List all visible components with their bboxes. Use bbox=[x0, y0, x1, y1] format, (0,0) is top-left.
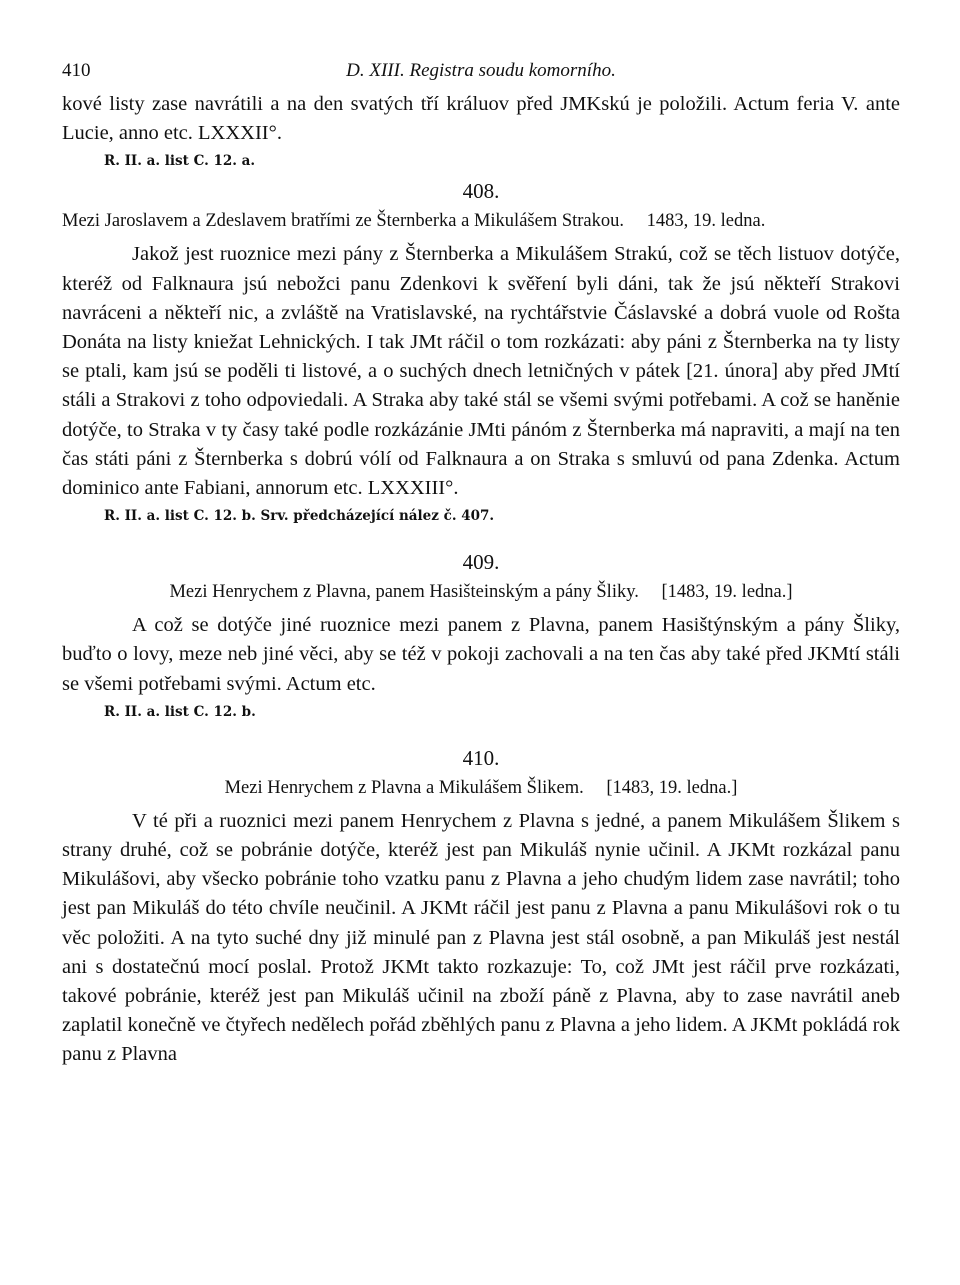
entry-title bbox=[62, 579, 900, 605]
entry-source-note: R. II. a. list C. 12. b. Srv. předcházející nález č. 407. bbox=[104, 508, 495, 525]
page-header bbox=[62, 56, 900, 90]
document-page bbox=[62, 56, 900, 1070]
entry-paragraph: A což se dotýče jiné ruoznice mezi panem z Plavna, panem Hasištýnským a pány Šliky, buďto o lovy, meze neb jiné věci, aby se též v pokoji zachovali a na ten čas aby také před JKMtí stáli se všemi potřebami svými. Actum etc. bbox=[62, 614, 900, 695]
entry-number: 409. bbox=[462, 550, 500, 575]
intro-paragraph: kové listy zase navrátili a na den svatých tří králuov před JMKskú je položili. Actum feria V. ante Lucie, anno etc. LXXXII°. bbox=[62, 93, 900, 145]
entry-date: [1483, 19. ledna.] bbox=[606, 777, 738, 798]
entry-date: [1483, 19. ledna.] bbox=[661, 582, 793, 603]
entry-date: 1483, 19. ledna. bbox=[646, 211, 766, 232]
page-number: 410 bbox=[62, 60, 91, 81]
entry-paragraph: V té při a ruoznici mezi panem Henrychem z Plavna s jedné, a panem Mikulášem Šlikem s strany druhé, což se pobránie dotýče, kteréž jest pan Mikuláš nynie učinil. A JKMt rozkázal panu Mikulášovi, aby všecko pobránie toho vzatku panu z Plavna a jeho chudým lidem zase navrátil; toho jest pan Mikuláš do této chvíle neučinil. A JKMt ráčil jest panu z Plavna a panu Mikulášovi rok o tu věc položiti. A na tyto suché dny již minulé pan z Plavna jest stál osobně, a pan Mikuláš jest nestál ani s dostatečnú mocí poslal. Protož JKMt takto rozkazuje: To, což JMt jest ráčil prve rozkázati, takové pobránie, kteréž jest pan Mikuláš učinil na zboží páně z Plavna, aby to zase navrátil aneb zaplatil konečně ve čtyřech nedělech pořád zběhlých panu z Plavna a jeho lidem. A JKMt pokládá rok panu z Plavna bbox=[62, 809, 900, 1066]
running-head: D. XIII. Registra soudu komorního. bbox=[346, 60, 616, 81]
entry-paragraph: Jakož jest ruoznice mezi pány z Šternberka a Mikulášem Strakú, což se těch listuov dotýče, kteréž od Falknaura jsú nebožci panu Zdenkovi k svěření byli dáni, tak že jsú někteří Strakovi navráceni a někteří nic, a zvláště na Vratislavské, na rychtářstvie Čáslavské a dobrá vuole od Rošta Donáta na listy kniežat Lehnických. I tak JMt ráčil o tom rozkázati: aby páni z Šternberka na ty listy se ptali, kam jsú se poděli ti listové, a o suchých dnech letničných v pátek [21. února] aby před JMtí stáli a Strakovi z toho odpoviedali. A Straka aby také stál se všemi svými potřebami. A což se haněnie dotýče, to Straka v ty časy také podle rozkázánie JMti pánóm z Šternberka má napraviti, a mají na ten čas státi páni z Šternberka s dobrú vólí od Falknaura a on Straka s smluvú od pana Zdenka. Actum dominico ante Fabiani, annorum etc. LXXXIII°. bbox=[62, 243, 900, 500]
entry-title-text: Mezi Jaroslavem a Zdeslavem bratřími ze Šternberka a Mikulášem Strakou. bbox=[62, 211, 625, 232]
entry-number: 408. bbox=[462, 179, 500, 204]
entry-number: 410. bbox=[462, 745, 500, 770]
entry-title bbox=[62, 208, 900, 234]
entry-source-note: R. II. a. list C. 12. b. bbox=[104, 703, 256, 720]
entry-title-text: Mezi Henrychem z Plavna, panem Hasišteinským a pány Šliky. bbox=[169, 582, 639, 603]
entry-title-text: Mezi Henrychem z Plavna a Mikulášem Šlikem. bbox=[224, 777, 584, 798]
entry-title bbox=[62, 775, 900, 801]
intro-source-note: R. II. a. list C. 12. a. bbox=[104, 153, 256, 170]
